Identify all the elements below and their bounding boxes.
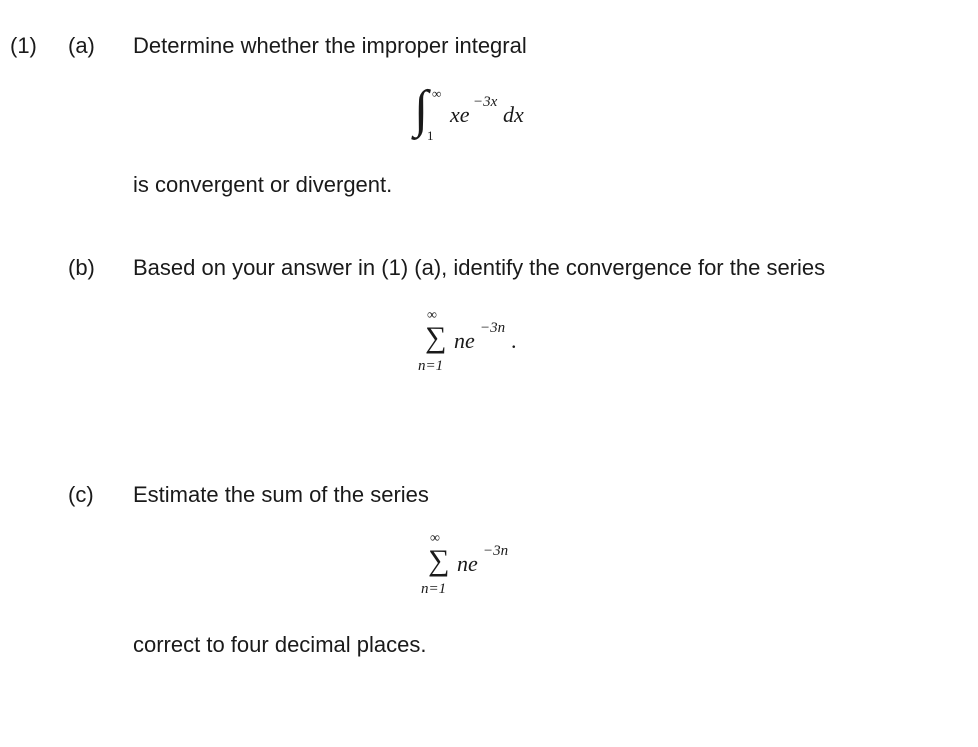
part-a-after-text: is convergent or divergent. (133, 172, 393, 197)
integral-lower-limit: 1 (427, 128, 434, 143)
sigma-icon: ∑ (425, 321, 447, 354)
integral-expression (400, 81, 540, 154)
series-c-upper-limit: ∞ (430, 531, 440, 546)
series-b-term: ne (454, 328, 475, 353)
series-b-period: . (511, 328, 517, 353)
series-c-lower-limit: n=1 (421, 581, 447, 597)
integrand-exponent: −3x (473, 94, 498, 110)
part-a-question: Determine whether the improper integral (133, 33, 527, 58)
part-c-question: Estimate the sum of the series (133, 482, 429, 507)
series-b-lower-limit: n=1 (418, 358, 444, 374)
integral-sign: ∫ (414, 81, 429, 138)
differential: dx (503, 102, 524, 127)
integral-upper-limit: ∞ (432, 86, 442, 101)
part-a-label: (a) (68, 33, 95, 58)
series-expression-b (410, 310, 550, 385)
part-b-question: Based on your answer in (1) (a), identify the convergence for the series (133, 255, 826, 280)
series-expression-c (413, 533, 553, 608)
sigma-icon: ∑ (428, 544, 450, 577)
integrand: xe (450, 102, 470, 127)
part-c-after-text: correct to four decimal places. (133, 632, 427, 657)
series-c-exponent: −3n (483, 543, 509, 559)
part-b-label: (b) (68, 255, 95, 280)
series-b-exponent: −3n (480, 320, 506, 336)
series-c-term: ne (457, 551, 478, 576)
problem-number: (1) (10, 33, 37, 58)
series-b-upper-limit: ∞ (427, 308, 437, 323)
part-c-label: (c) (68, 482, 94, 507)
